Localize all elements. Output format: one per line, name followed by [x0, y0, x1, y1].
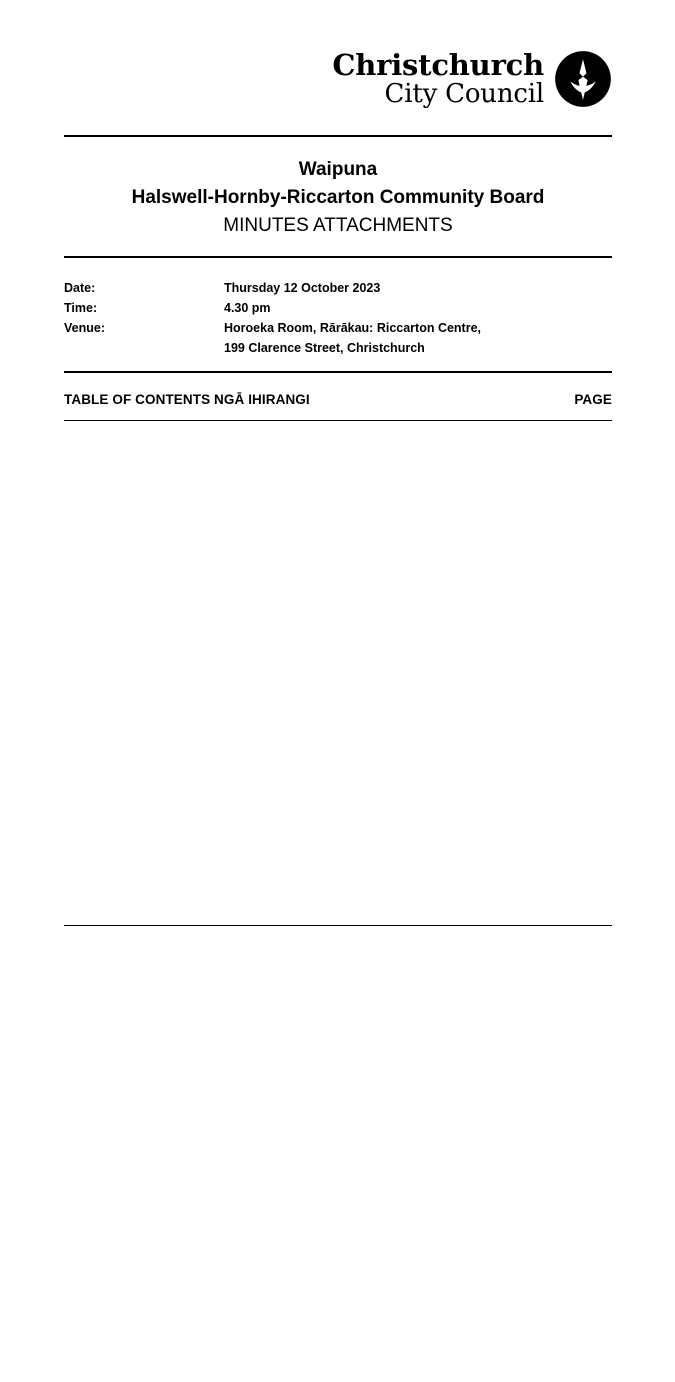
council-logo-text — [332, 47, 544, 109]
council-logo-line1: Christchurch — [332, 47, 544, 82]
title-line-2: Halswell-Hornby-Riccarton Community Board — [131, 187, 545, 208]
divider-below-title — [64, 256, 612, 258]
meeting-details-row — [64, 338, 612, 358]
toc-header — [64, 392, 612, 407]
detail-label-venue-cont — [64, 338, 224, 358]
christchurch-crest-icon — [554, 50, 612, 108]
divider-top — [64, 135, 612, 137]
council-logo — [332, 47, 612, 109]
divider-below-toc-heading — [64, 420, 612, 421]
detail-value-venue: Horoeka Room, Rārākau: Riccarton Centre, — [224, 321, 482, 335]
detail-label-time: Time: — [64, 301, 98, 315]
council-logo-line2: City Council — [384, 78, 544, 109]
toc-subentry[interactable] — [64, 596, 612, 629]
detail-label-venue: Venue: — [64, 321, 105, 335]
table-of-contents — [64, 428, 612, 630]
document-title — [64, 156, 612, 240]
detail-value-time: 4.30 pm — [224, 301, 271, 315]
toc-subentry-page — [64, 428, 675, 1382]
toc-subentry-body — [132, 596, 641, 629]
toc-heading: TABLE OF CONTENTS NGĀ IHIRANGI — [64, 392, 310, 407]
meeting-details-row — [64, 278, 612, 298]
detail-value-venue-cont: 199 Clarence Street, Christchurch — [224, 341, 425, 355]
meeting-details — [64, 278, 612, 358]
title-line-3: MINUTES ATTACHMENTS — [223, 215, 453, 236]
detail-label-date: Date: — [64, 281, 96, 295]
title-line-1: Waipuna — [298, 159, 378, 180]
meeting-details-row — [64, 298, 612, 318]
divider-below-details — [64, 371, 612, 373]
toc-subentry-tail — [132, 613, 641, 630]
detail-value-date: Thursday 12 October 2023 — [224, 281, 381, 295]
toc-entry — [64, 580, 612, 630]
meeting-details-row — [64, 318, 612, 338]
toc-page-heading: PAGE — [574, 392, 612, 407]
divider-footer — [64, 925, 612, 926]
